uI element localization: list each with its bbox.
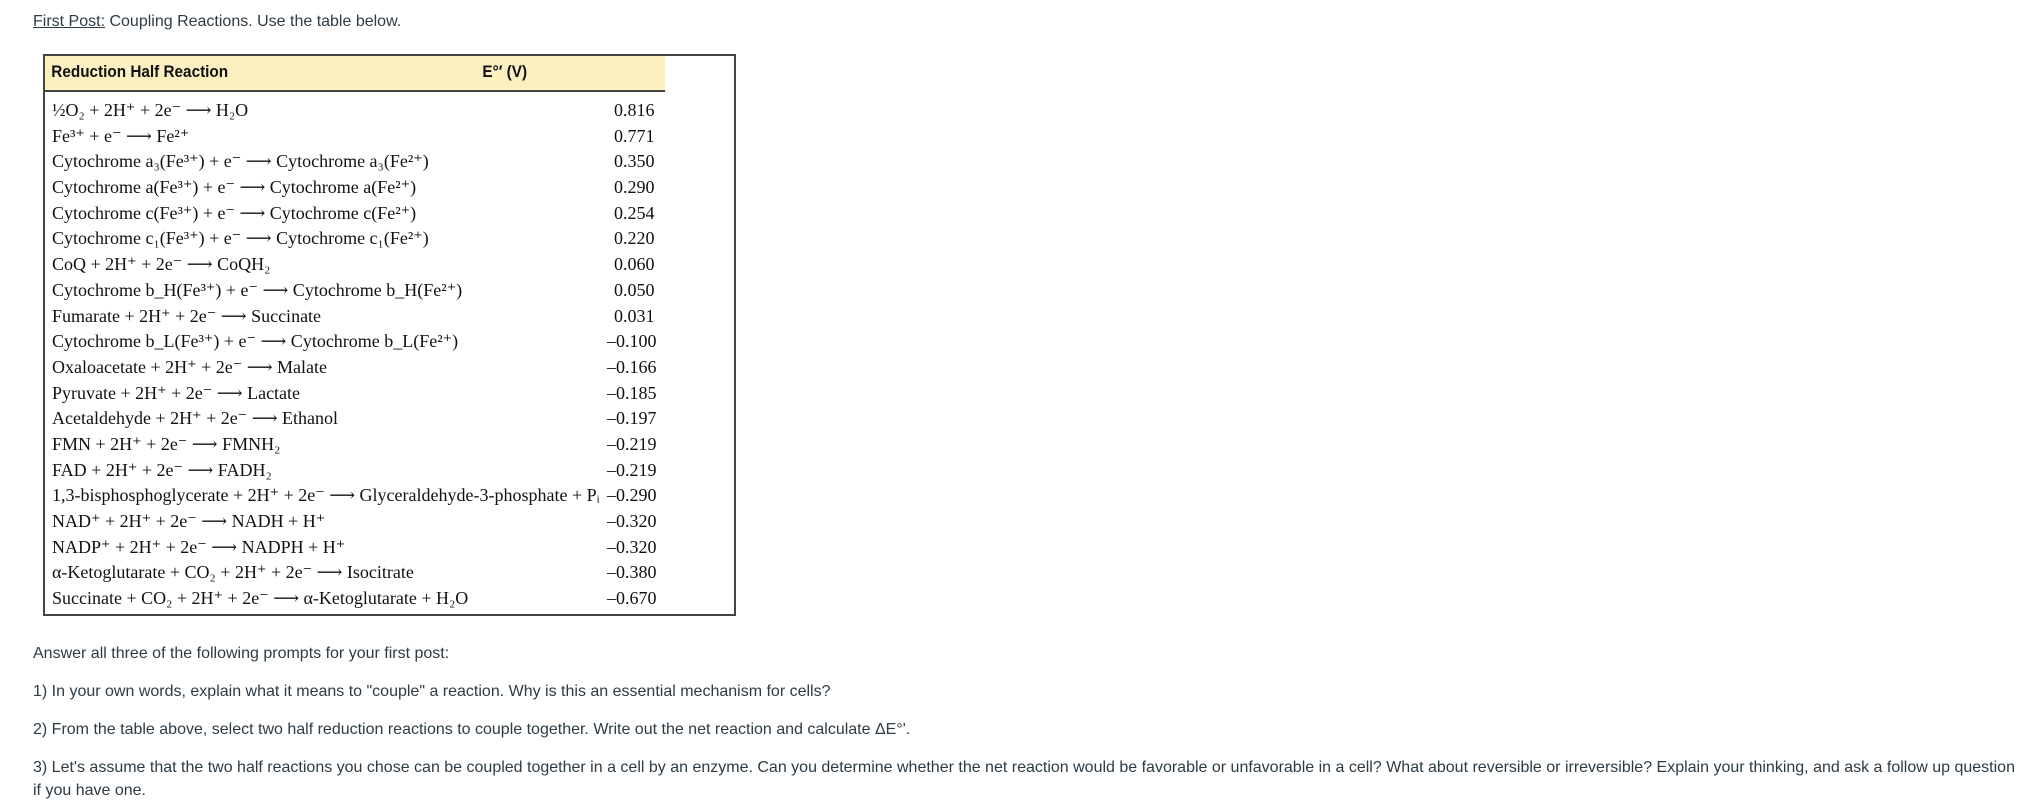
reaction-cell: NAD⁺ + 2H⁺ + 2e⁻ ⟶ NADH + H⁺ [52, 511, 326, 531]
reaction-cell: Succinate + CO₂ + 2H⁺ + 2e⁻ ⟶ α-Ketoglutarate + H₂O [52, 588, 469, 609]
table-row [45, 278, 734, 304]
reaction-cell: Acetaldehyde + 2H⁺ + 2e⁻ ⟶ Ethanol [52, 408, 339, 429]
reaction-cell: Cytochrome b_L(Fe³⁺) + e⁻ ⟶ Cytochrome b_L(Fe²⁺) [52, 331, 459, 352]
potential-cell: –0.320 [607, 536, 657, 557]
potential-cell: –0.100 [607, 331, 657, 352]
potential-cell: 0.050 [614, 279, 655, 300]
potential-cell: 0.771 [614, 125, 655, 146]
potential-cell: 0.254 [614, 202, 655, 223]
potential-cell: –0.320 [607, 511, 657, 531]
header-reaction: Reduction Half Reaction [51, 62, 229, 81]
intro-text: Coupling Reactions. Use the table below. [105, 13, 402, 30]
prompt-1: 1) In your own words, explain what it means to "couple" a reaction. Why is this an essential mechanism for cells? [33, 683, 831, 700]
reaction-cell: Cytochrome b_H(Fe³⁺) + e⁻ ⟶ Cytochrome b_H(Fe²⁺) [52, 279, 463, 300]
reaction-cell: Oxaloacetate + 2H⁺ + 2e⁻ ⟶ Malate [52, 356, 328, 377]
table-row [45, 252, 734, 278]
potential-cell: –0.219 [607, 433, 657, 454]
table-row [45, 355, 734, 381]
potential-cell: 0.290 [614, 177, 655, 198]
reduction-potential-table [43, 54, 736, 616]
table-row [45, 98, 734, 124]
table-row [45, 329, 734, 355]
potential-cell: 0.060 [614, 254, 655, 275]
table-row [45, 201, 734, 227]
reaction-cell: CoQ + 2H⁺ + 2e⁻ ⟶ CoQH₂ [52, 254, 271, 275]
reaction-cell: Cytochrome c(Fe³⁺) + e⁻ ⟶ Cytochrome c(Fe²⁺) [52, 202, 417, 223]
potential-cell: –0.290 [607, 485, 657, 506]
potential-cell: –0.219 [607, 459, 657, 480]
table-row [45, 124, 734, 150]
reaction-cell: Fumarate + 2H⁺ + 2e⁻ ⟶ Succinate [52, 305, 322, 326]
table-row [45, 509, 734, 535]
potential-cell: 0.350 [614, 151, 655, 172]
potential-cell: –0.185 [607, 382, 657, 403]
first-post-label: First Post: [33, 13, 106, 30]
reaction-cell: Cytochrome c₁(Fe³⁺) + e⁻ ⟶ Cytochrome c₁(Fe²⁺) [52, 228, 429, 249]
prompt-2: 2) From the table above, select two half reduction reactions to couple together. Write out the net reaction and calculate ΔE°'. [33, 721, 911, 738]
header-potential: E°′ (V) [482, 62, 528, 81]
table-header [45, 56, 665, 92]
potential-cell: –0.380 [607, 562, 657, 583]
table-row [45, 432, 734, 458]
table-row [45, 458, 734, 484]
table-row [45, 381, 734, 407]
reaction-cell: Pyruvate + 2H⁺ + 2e⁻ ⟶ Lactate [52, 382, 301, 403]
potential-cell: 0.816 [614, 100, 655, 120]
reaction-cell: Cytochrome a(Fe³⁺) + e⁻ ⟶ Cytochrome a(Fe²⁺) [52, 177, 417, 198]
reaction-cell: FMN + 2H⁺ + 2e⁻ ⟶ FMNH₂ [52, 433, 281, 454]
prompt-lead: Answer all three of the following prompts for your first post: [33, 645, 450, 662]
reaction-cell: NADP⁺ + 2H⁺ + 2e⁻ ⟶ NADPH + H⁺ [52, 536, 346, 557]
reaction-cell: ½O₂ + 2H⁺ + 2e⁻ ⟶ H₂O [52, 100, 249, 120]
table-body [45, 92, 734, 612]
intro-line [33, 11, 401, 33]
table-row [45, 406, 734, 432]
reaction-cell: Cytochrome a₃(Fe³⁺) + e⁻ ⟶ Cytochrome a₃(Fe²⁺) [52, 151, 429, 172]
table-row [45, 483, 734, 509]
prompt-3: 3) Let's assume that the two half reactions you chose can be coupled together in a cell by an enzyme. Can you determine whether the net reaction would be favorable or unfavorable in a cell? What about reversible or irreversible? Explain your thinking, and ask a follow up question if you have one. [33, 759, 2015, 799]
potential-cell: 0.220 [614, 228, 655, 249]
reaction-cell: α-Ketoglutarate + CO₂ + 2H⁺ + 2e⁻ ⟶ Isocitrate [52, 562, 414, 583]
potential-cell: –0.197 [607, 408, 657, 429]
potential-cell: 0.031 [614, 305, 655, 326]
table-row [45, 149, 734, 175]
table-row [45, 226, 734, 252]
reaction-cell: Fe³⁺ + e⁻ ⟶ Fe²⁺ [52, 125, 190, 146]
table-row [45, 586, 734, 612]
potential-cell: –0.670 [607, 588, 657, 609]
table-row [45, 175, 734, 201]
potential-cell: –0.166 [607, 356, 657, 377]
table-row [45, 304, 734, 330]
table-row [45, 560, 734, 586]
reaction-cell: 1,3-bisphosphoglycerate + 2H⁺ + 2e⁻ ⟶ Glyceraldehyde-3-phosphate + Pᵢ [52, 485, 600, 506]
reaction-cell: FAD + 2H⁺ + 2e⁻ ⟶ FADH₂ [52, 459, 272, 480]
table-row [45, 535, 734, 561]
